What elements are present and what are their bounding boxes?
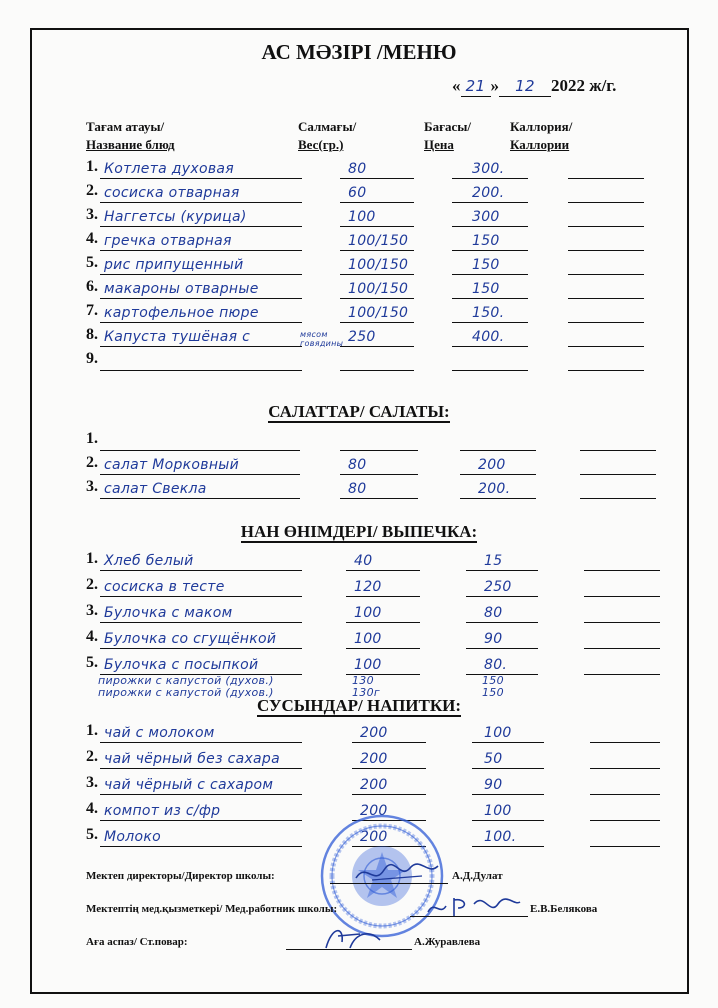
extra-item-price: 150 — [482, 674, 504, 687]
item-number: 2. — [86, 454, 98, 471]
item-weight: 200 — [360, 751, 388, 767]
item-price: 80. — [484, 657, 508, 673]
item-weight: 200 — [360, 829, 388, 845]
item-price: 100 — [484, 803, 512, 819]
item-number: 1. — [86, 158, 98, 175]
item-name: сосиска отварная — [104, 185, 240, 201]
item-number: 1. — [86, 722, 98, 739]
medic-role: Мектептің мед.қызметкері/ Мед.работник школы: — [86, 903, 338, 915]
item-number: 2. — [86, 182, 98, 199]
item-weight: 40 — [354, 553, 373, 569]
chef-name: А.Журавлева — [414, 936, 481, 948]
item-price: 80 — [484, 605, 503, 621]
item-number: 3. — [86, 478, 98, 495]
item-number: 5. — [86, 826, 98, 843]
item-price: 200. — [478, 481, 511, 497]
item-weight: 200 — [360, 777, 388, 793]
item-name: компот из с/фр — [104, 803, 221, 819]
item-weight: 200 — [360, 725, 388, 741]
item-weight: 100 — [354, 605, 382, 621]
item-name: Наггетсы (курица) — [104, 209, 247, 225]
item-weight: 80 — [348, 481, 367, 497]
extra-item-weight: 130 — [352, 674, 374, 687]
item-number: 5. — [86, 254, 98, 271]
column-header-calories: Каллория/ Каллории — [510, 119, 573, 152]
item-name: чай чёрный с сахаром — [104, 777, 274, 793]
extra-item-price: 150 — [482, 686, 504, 699]
item-name: чай с молоком — [104, 725, 215, 741]
item-price: 90 — [484, 631, 503, 647]
item-number: 6. — [86, 278, 98, 295]
item-number: 1. — [86, 430, 98, 447]
column-header-weight: Салмағы/ Вес(гр.) — [298, 119, 357, 152]
chef-role: Аға аспаз/ Ст.повар: — [86, 936, 188, 948]
item-name: Хлеб белый — [104, 553, 194, 569]
item-number: 2. — [86, 748, 98, 765]
item-weight: 80 — [348, 457, 367, 473]
item-price: 100. — [484, 829, 517, 845]
menu-date: « 21 » 12 2022 ж/г. — [452, 76, 617, 95]
item-price: 250 — [484, 579, 512, 595]
item-number: 4. — [86, 628, 98, 645]
item-price: 200 — [478, 457, 506, 473]
item-weight: 250 — [348, 329, 376, 345]
item-price: 100 — [484, 725, 512, 741]
medic-signature — [424, 890, 524, 920]
item-name: Булочка со сгущёнкой — [104, 631, 277, 647]
item-number: 8. — [86, 326, 98, 343]
item-weight: 100/150 — [348, 257, 409, 273]
item-name: картофельное пюре — [104, 305, 259, 321]
chef-signature — [320, 922, 390, 952]
item-price: 150 — [472, 281, 500, 297]
item-name: гречка отварная — [104, 233, 232, 249]
item-price: 90 — [484, 777, 503, 793]
director-role: Мектеп директоры/Директор школы: — [86, 870, 275, 882]
salads-heading: САЛАТТАР/ САЛАТЫ: — [268, 402, 450, 421]
extra-item-name: пирожки с капустой (духов.) — [98, 674, 274, 687]
item-name-extra: мясом говядины — [300, 330, 344, 348]
item-weight: 100/150 — [348, 281, 409, 297]
item-price: 400. — [472, 329, 505, 345]
extra-item-name: пирожки с капустой (духов.) — [98, 686, 274, 699]
item-name: салат Морковный — [104, 457, 240, 473]
item-price: 150. — [472, 305, 505, 321]
extra-item-weight: 130г — [352, 686, 380, 699]
drinks-heading: СУСЫНДАР/ НАПИТКИ: — [256, 696, 462, 715]
item-weight: 80 — [348, 161, 367, 177]
item-weight: 100 — [348, 209, 376, 225]
item-price: 150 — [472, 233, 500, 249]
item-name: Капуста тушёная с — [104, 329, 251, 345]
item-price: 50 — [484, 751, 503, 767]
item-weight: 60 — [348, 185, 367, 201]
page-title: АС МӘЗІРІ /МЕНЮ — [261, 40, 457, 64]
item-weight: 100/150 — [348, 233, 409, 249]
item-name: салат Свекла — [104, 481, 207, 497]
bakery-heading: НАН ӨНІМДЕРІ/ ВЫПЕЧКА: — [240, 522, 478, 541]
item-number: 4. — [86, 230, 98, 247]
date-month: 12 — [515, 77, 535, 95]
medic-name: Е.В.Белякова — [530, 903, 598, 915]
item-number: 4. — [86, 800, 98, 817]
item-number: 3. — [86, 206, 98, 223]
item-name: рис припущенный — [104, 257, 244, 273]
column-header-price: Бағасы/ Цена — [424, 119, 472, 152]
item-price: 150 — [472, 257, 500, 273]
item-name: Булочка с маком — [104, 605, 233, 621]
item-name: Молоко — [104, 829, 161, 845]
item-price: 15 — [484, 553, 503, 569]
item-price: 200. — [472, 185, 505, 201]
item-name: сосиска в тесте — [104, 579, 225, 595]
item-weight: 100/150 — [348, 305, 409, 321]
column-header-name: Тағам атауы/ Название блюд — [86, 119, 175, 152]
director-signature — [352, 858, 442, 888]
item-name: Булочка с посыпкой — [104, 657, 259, 673]
item-number: 2. — [86, 576, 98, 593]
item-price: 300. — [472, 161, 505, 177]
date-day: 21 — [465, 77, 486, 95]
item-number: 3. — [86, 602, 98, 619]
item-weight: 100 — [354, 657, 382, 673]
item-name: макароны отварные — [104, 281, 259, 297]
item-name: чай чёрный без сахара — [104, 751, 280, 767]
item-number: 7. — [86, 302, 98, 319]
date-year: 2022 ж/г. — [551, 76, 617, 95]
item-number: 1. — [86, 550, 98, 567]
item-number: 9. — [86, 350, 98, 367]
item-weight: 100 — [354, 631, 382, 647]
item-number: 5. — [86, 654, 98, 671]
item-weight: 200 — [360, 803, 388, 819]
item-weight: 120 — [354, 579, 382, 595]
item-price: 300 — [472, 209, 500, 225]
director-name: А.Д.Дулат — [452, 870, 503, 882]
item-number: 3. — [86, 774, 98, 791]
item-name: Котлета духовая — [104, 161, 234, 177]
